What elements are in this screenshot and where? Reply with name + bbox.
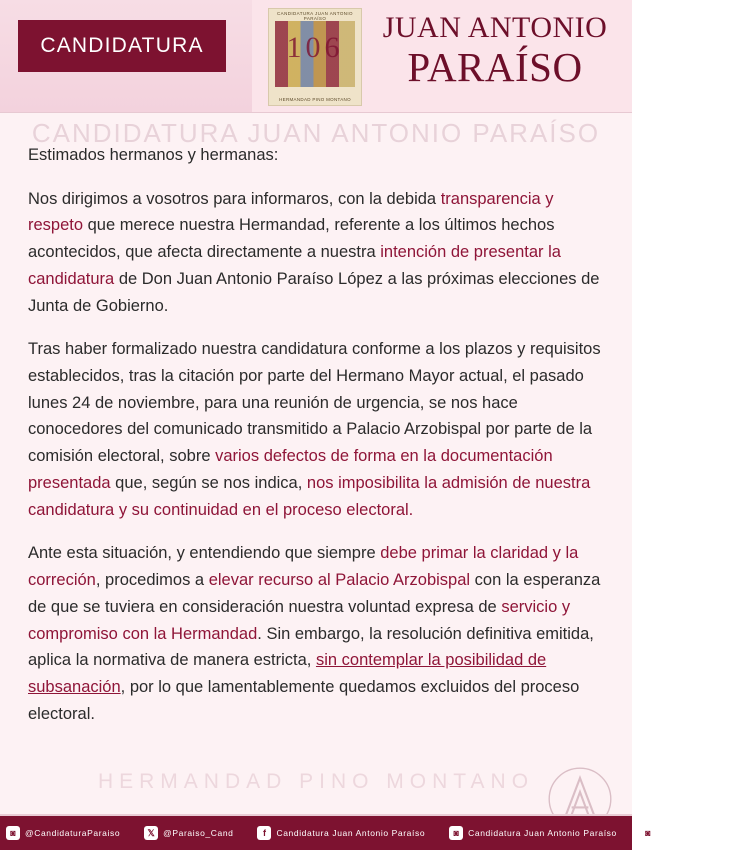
letter-body <box>0 128 632 727</box>
candidate-name-block <box>372 12 618 89</box>
paragraph-1 <box>28 186 604 320</box>
document-header <box>0 0 632 113</box>
paragraph-2 <box>28 336 604 523</box>
candidate-name-last: PARAÍSO <box>407 43 583 90</box>
p3-highlight-1: debe primar la claridad y la correción <box>28 544 579 590</box>
candidatura-badge <box>18 20 226 72</box>
p2-highlight-2: nos imposibilita la admisión de nuestra candidatura y su continuidad en el proceso electoral. <box>28 473 591 519</box>
social-item-facebook[interactable] <box>257 826 425 840</box>
crest-number: 106 <box>286 31 344 64</box>
social-handle: @CandidaturaParaiso <box>659 828 755 838</box>
greeting-text: Estimados hermanos y hermanas: <box>28 146 279 164</box>
p3-highlight-4: sin contemplar la posibilidad de subsanación <box>28 651 547 696</box>
social-handle: Candidatura Juan Antonio Paraíso <box>276 828 426 838</box>
p3-highlight-3: servicio y compromiso con la Hermandad <box>28 597 571 643</box>
watermark-bottom: HERMANDAD PINO MONTANO <box>97 770 535 793</box>
social-handle: @CandidaturaParaiso <box>25 828 121 838</box>
x-twitter-icon: 𝕏 <box>144 826 158 840</box>
p1-text-a: Nos dirigimos a vosotros para informaros, con la debida <box>28 189 441 208</box>
watermark-top: CANDIDATURA JUAN ANTONIO PARAÍSO <box>31 118 601 148</box>
p1-text-b: que merece nuestra Hermandad, referente a los últimos hechos acontecidos, que afecta directamente a nuestra <box>28 216 555 262</box>
instagram-icon: ◙ <box>641 826 655 840</box>
social-item-instagram-3[interactable] <box>641 826 755 840</box>
social-item-instagram-1[interactable] <box>6 826 120 840</box>
facebook-icon: f <box>257 826 271 840</box>
p3-text-d: . Sin embargo, la resolución definitiva emitida, aplica la normativa de manera estricta, <box>28 624 594 670</box>
p2-text-b: que, según se nos indica, <box>110 473 307 492</box>
social-handle: @Paraiso_Cand <box>163 828 234 838</box>
p3-text-e: , por lo que lamentablemente quedamos excluidos del proceso electoral. <box>28 677 580 723</box>
social-item-x[interactable] <box>144 826 233 840</box>
p1-highlight-1: transparencia y respeto <box>28 189 554 235</box>
paragraph-3 <box>28 540 604 727</box>
p3-highlight-2: elevar recurso al Palacio Arzobispal <box>208 571 471 590</box>
p2-highlight-1: varios defectos de forma en la documentación presentada <box>28 447 553 492</box>
p2-text-a: Tras haber formalizado nuestra candidatura conforme a los plazos y requisitos establecidos, tras la citación por parte del Hermano Mayor actual, el pasado lunes 24 de noviembre, para una reunión de urgencia, se nos hace conocedores del comunicado transmitido a Palacio Arzobispal por parte de la comisión electoral, sobre <box>28 340 601 466</box>
p3-text-a: Ante esta situación, y entendiendo que siempre <box>28 544 381 563</box>
paragraph-greeting <box>28 142 604 169</box>
social-footer <box>0 816 755 850</box>
hermandad-crest-logo <box>268 8 362 106</box>
crest-bottom-text: HERMANDAD PINO MONTANO <box>279 97 351 102</box>
p3-text-c: con la esperanza de que se tuviera en consideración nuestra voluntad expresa de <box>28 571 601 616</box>
social-handle: Candidatura Juan Antonio Paraíso <box>468 828 617 838</box>
candidate-name-first: JUAN ANTONIO <box>382 11 608 44</box>
instagram-icon: ◙ <box>449 826 463 840</box>
instagram-icon: ◙ <box>6 826 20 840</box>
p3-text-b: , procedimos a <box>95 571 209 590</box>
social-item-instagram-2[interactable] <box>449 826 617 840</box>
candidatura-badge-label: CANDIDATURA <box>40 34 204 57</box>
p1-highlight-2: intención de presentar la candidatura <box>28 243 561 288</box>
crest-top-text: CANDIDATURA JUAN ANTONIO PARAÍSO <box>277 11 353 21</box>
p1-text-c: de Don Juan Antonio Paraíso López a las próximas elecciones de Junta de Gobierno. <box>28 269 600 315</box>
